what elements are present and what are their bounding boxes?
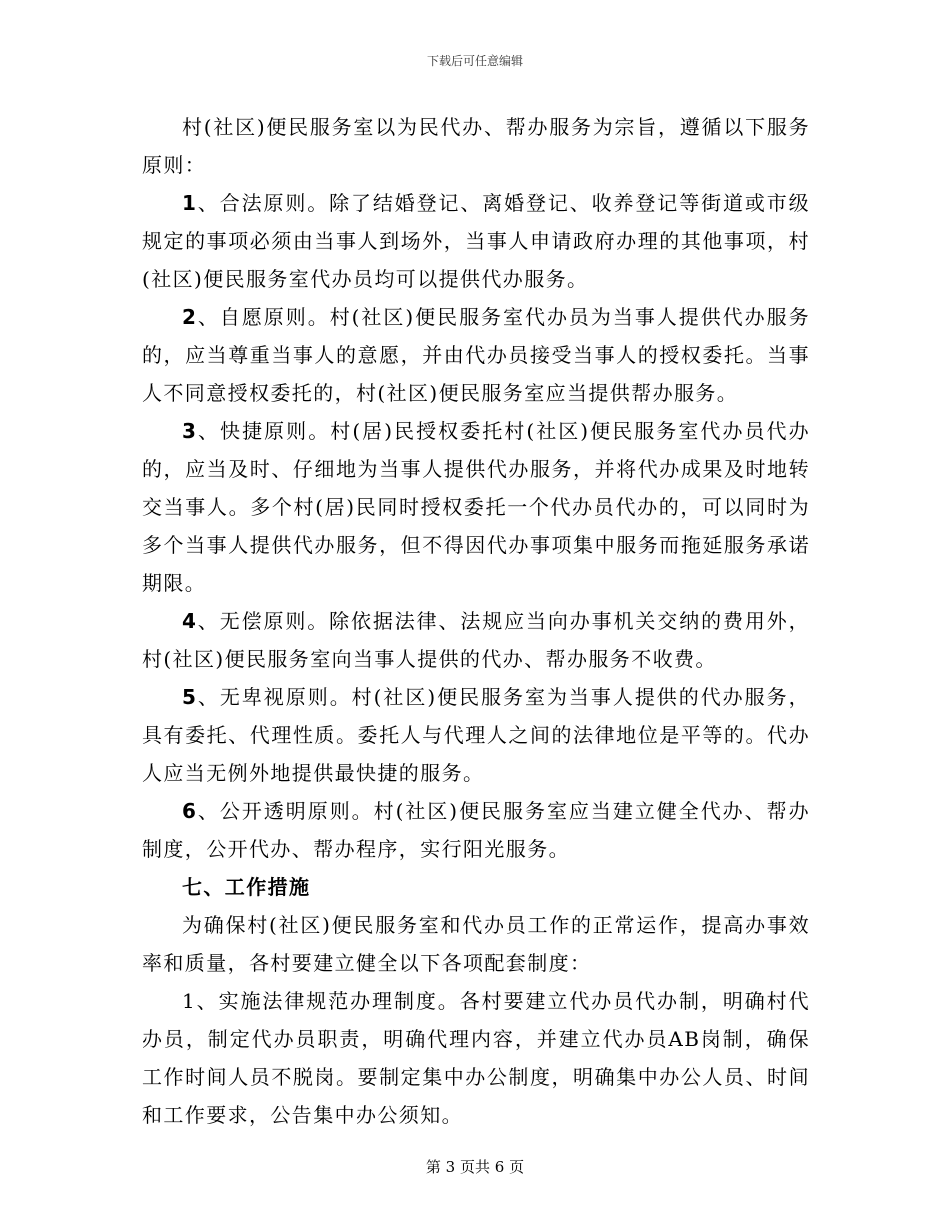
principle-5-paragraph <box>142 678 810 792</box>
paragraph-text: 、合法原则。除了结婚登记、离婚登记、收养登记等街道或市级规定的事项必须由当事人到场外，当事人申请政府办理的其他事项，村(社区)便民服务室代办员均可以提供代办服务。 <box>142 191 810 291</box>
principle-1-paragraph <box>142 184 810 298</box>
principle-6-paragraph <box>142 792 810 868</box>
principle-number: 2 <box>182 305 198 329</box>
principle-2-paragraph <box>142 298 810 412</box>
principle-number: 1 <box>182 191 198 215</box>
paragraph-text: 、公开透明原则。村(社区)便民服务室应当建立健全代办、帮办制度，公开代办、帮办程序，实行阳光服务。 <box>142 799 810 861</box>
paragraph-text: 、自愿原则。村(社区)便民服务室代办员为当事人提供代办服务的，应当尊重当事人的意愿，并由代办员接受当事人的授权委托。当事人不同意授权委托的，村(社区)便民服务室应当提供帮办服务。 <box>142 305 810 405</box>
section-heading: 七、工作措施 <box>182 875 311 899</box>
paragraph-text: 、无偿原则。除依据法律、法规应当向办事机关交纳的费用外，村(社区)便民服务室向当事人提供的代办、帮办服务不收费。 <box>142 609 810 671</box>
document-body <box>142 108 810 1134</box>
paragraph-text: 、快捷原则。村(居)民授权委托村(社区)便民服务室代办员代办的，应当及时、仔细地为当事人提供代办服务，并将代办成果及时地转交当事人。多个村(居)民同时授权委托一个代办员代办的，可以同时为多个当事人提供代办服务，但不得因代办事项集中服务而拖延服务承诺期限。 <box>142 419 810 595</box>
measures-intro-paragraph: 为确保村(社区)便民服务室和代办员工作的正常运作，提高办事效率和质量，各村要建立健全以下各项配套制度： <box>142 913 810 975</box>
principle-number: 3 <box>182 419 198 443</box>
principle-number: 4 <box>182 609 198 633</box>
principle-4-paragraph <box>142 602 810 678</box>
principle-number: 5 <box>182 685 198 709</box>
measure-1-paragraph: 1、实施法律规范办理制度。各村要建立代办员代办制，明确村代办员，制定代办员职责，明确代理内容，并建立代办员AB岗制，确保工作时间人员不脱岗。要制定集中办公制度，明确集中办公人员、时间和工作要求，公告集中办公须知。 <box>142 989 810 1127</box>
page-header: 下载后可任意编辑 <box>426 54 523 68</box>
paragraph-text: 、无卑视原则。村(社区)便民服务室为当事人提供的代办服务，具有委托、代理性质。委托人与代理人之间的法律地位是平等的。代办人应当无例外地提供最快捷的服务。 <box>142 685 810 785</box>
principle-3-paragraph <box>142 412 810 602</box>
principle-number: 6 <box>182 799 198 823</box>
intro-paragraph <box>142 108 810 184</box>
paragraph-text: 村(社区)便民服务室以为民代办、帮办服务为宗旨，遵循以下服务原则： <box>142 115 810 177</box>
page-footer: 第 3 页共 6 页 <box>425 1158 525 1176</box>
